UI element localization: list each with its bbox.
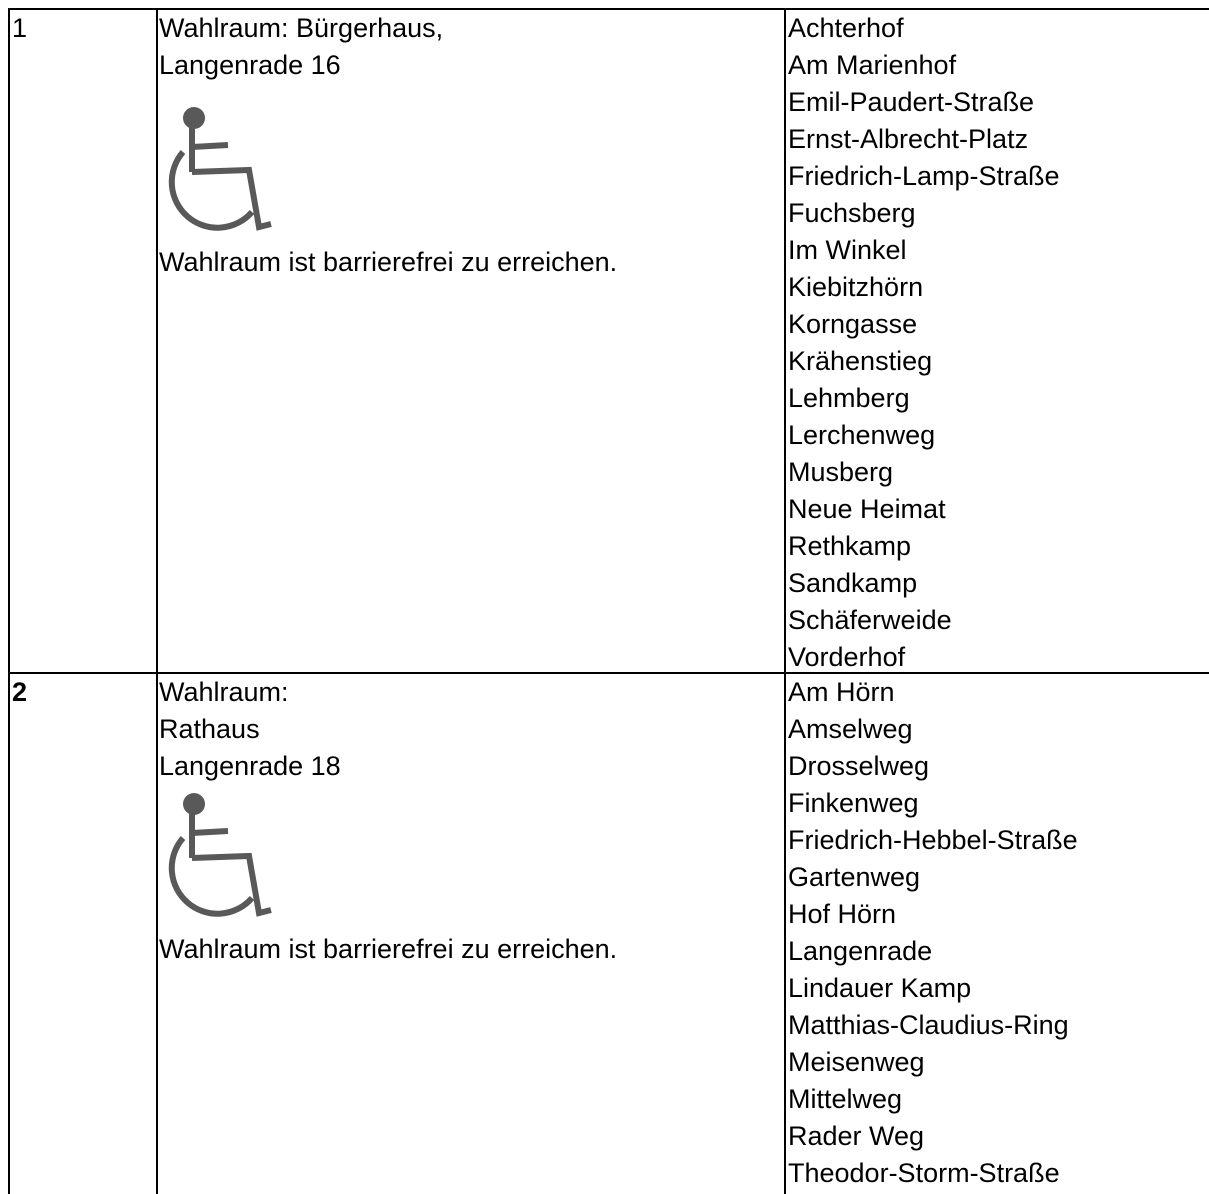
list-item: Hof Hörn xyxy=(788,899,897,929)
streets-cell xyxy=(786,674,1209,1194)
list-item: Meisenweg xyxy=(788,1047,925,1077)
list-item: Lerchenweg xyxy=(788,420,936,450)
street-list xyxy=(788,10,1209,676)
list-item: Fuchsberg xyxy=(788,198,916,228)
list-item: Im Winkel xyxy=(788,235,907,265)
location-line: Wahlraum: xyxy=(159,677,289,707)
table-row xyxy=(10,674,1209,1194)
list-item: Achterhof xyxy=(788,13,904,43)
district-number-cell xyxy=(10,674,158,1194)
list-item: Rader Weg xyxy=(788,1121,925,1151)
location-line: Langenrade 18 xyxy=(159,751,341,781)
list-item: Krähenstieg xyxy=(788,346,933,376)
wheelchair-icon xyxy=(157,789,282,931)
list-item: Schäferweide xyxy=(788,605,952,635)
list-item: Matthias-Claudius-Ring xyxy=(788,1010,1069,1040)
list-item: Vorderhof xyxy=(788,642,906,672)
list-item: Neue Heimat xyxy=(788,494,946,524)
list-item: Am Hörn xyxy=(788,677,895,707)
location-line: Wahlraum: Bürgerhaus, xyxy=(159,13,444,43)
polling-station-table xyxy=(8,8,1209,1194)
list-item: Friedrich-Hebbel-Straße xyxy=(788,825,1078,855)
streets-cell xyxy=(786,10,1209,672)
list-item: Mittelweg xyxy=(788,1084,903,1114)
accessibility-note: Wahlraum ist barrierefrei zu erreichen. xyxy=(159,247,618,277)
list-item: Theodor-Storm-Straße xyxy=(788,1158,1060,1188)
location-line: Rathaus xyxy=(159,714,260,744)
wheelchair-icon xyxy=(157,104,282,244)
district-number-cell xyxy=(10,10,158,672)
list-item: Emil-Paudert-Straße xyxy=(788,87,1035,117)
district-number: 2 xyxy=(12,677,28,707)
list-item: Rethkamp xyxy=(788,531,912,561)
list-item: Sandkamp xyxy=(788,568,918,598)
list-item: Lindauer Kamp xyxy=(788,973,972,1003)
polling-location-cell xyxy=(158,674,786,1194)
polling-location-cell xyxy=(158,10,786,672)
list-item: Friedrich-Lamp-Straße xyxy=(788,161,1060,191)
list-item: Ernst-Albrecht-Platz xyxy=(788,124,1029,154)
street-list xyxy=(788,674,1209,1192)
list-item: Drosselweg xyxy=(788,751,930,781)
list-item: Korngasse xyxy=(788,309,918,339)
list-item: Amselweg xyxy=(788,714,913,744)
accessibility-note: Wahlraum ist barrierefrei zu erreichen. xyxy=(159,934,618,964)
list-item: Langenrade xyxy=(788,936,933,966)
list-item: Kiebitzhörn xyxy=(788,272,924,302)
list-item: Finkenweg xyxy=(788,788,919,818)
list-item: Gartenweg xyxy=(788,862,921,892)
list-item: Musberg xyxy=(788,457,894,487)
list-item: Am Marienhof xyxy=(788,50,957,80)
location-line: Langenrade 16 xyxy=(159,50,341,80)
district-number: 1 xyxy=(12,13,28,43)
list-item: Lehmberg xyxy=(788,383,910,413)
table-row xyxy=(10,10,1209,674)
